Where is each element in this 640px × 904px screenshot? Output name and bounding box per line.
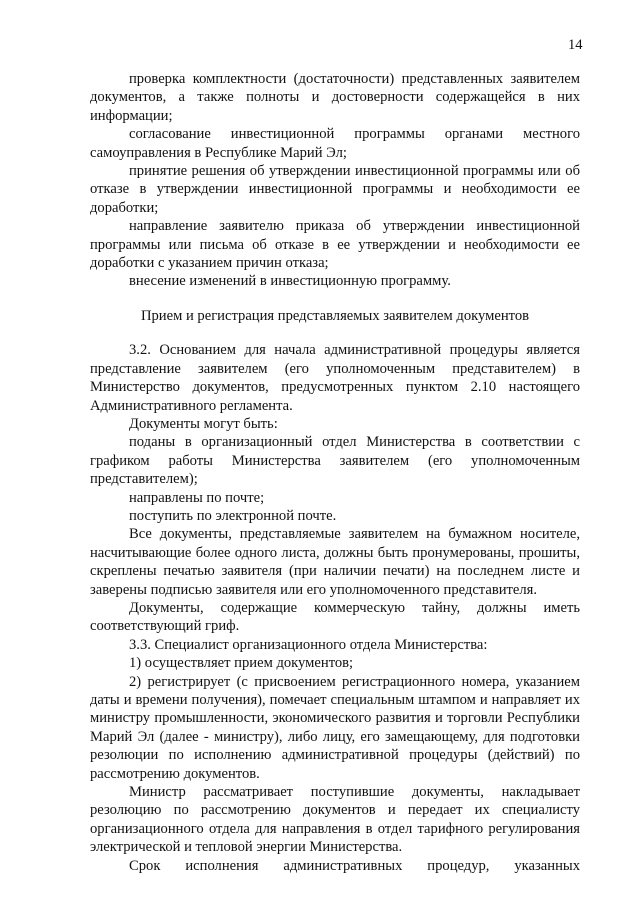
paragraph: направлены по почте; xyxy=(129,489,265,506)
document-body xyxy=(90,70,580,875)
paragraph: поданы в организационный отдел Министерства в соответствии с графиком работы Министерства заявителем (его уполномоченным представителем); xyxy=(90,434,580,488)
paragraph: направление заявителю приказа об утверждении инвестиционной программы или письма об отказе в ее утверждении и необходимости ее доработки с указанием причин отказа; xyxy=(90,218,580,272)
section-heading: Прием и регистрация представляемых заявителем документов xyxy=(140,307,530,324)
paragraph: Документы могут быть: xyxy=(129,415,278,432)
paragraph: принятие решения об утверждении инвестиционной программы или об отказе в утверждении инвестиционной программы и необходимости ее доработки; xyxy=(90,163,580,216)
paragraph: согласование инвестиционной программы органами местного самоуправления в Республике Марий Эл; xyxy=(90,126,580,161)
paragraph: проверка комплектности (достаточности) представленных заявителем документов, а также полноты и достоверности содержащейся в них информации; xyxy=(90,71,580,124)
paragraph-partial: Срок исполнения административных процедур, указанных xyxy=(129,857,580,874)
paragraph: Министр рассматривает поступившие документы, накладывает резолюцию по рассмотрению документов и передает их специалисту организационного отдела для направления в отдел тарифного регулирования электрической и тепловой энергии Министерства. xyxy=(90,784,580,856)
paragraph: 3.2. Основанием для начала административной процедуры является представление заявителем (его уполномоченным представителем) в Министерство документов, предусмотренных пунктом 2.10 настоящего Административного регламента. xyxy=(90,342,580,414)
paragraph: Документы, содержащие коммерческую тайну, должны иметь соответствующий гриф. xyxy=(90,599,580,635)
paragraph: 1) осуществляет прием документов; xyxy=(129,655,354,672)
paragraph: внесение изменений в инвестиционную программу. xyxy=(129,273,451,290)
paragraph: поступить по электронной почте. xyxy=(129,507,337,524)
page-number: 14 xyxy=(568,37,583,53)
paragraph: Все документы, представляемые заявителем на бумажном носителе, насчитывающие более одного листа, должны быть пронумерованы, прошиты, скреплены печатью заявителя (при наличии печати) на последнем листе и заверены подписью заявителя или его уполномоченного представителя. xyxy=(90,526,580,598)
paragraph: 2) регистрирует (с присвоением регистрационного номера, указанием даты и времени получения), помечает специальным штампом и направляет их министру промышленности, экономического развития и торговли Республики Марий Эл (далее - министру), либо лицу, его замещающему, для подготовки резолюции по исполнению административной процедуры (действий) по рассмотрению документов. xyxy=(90,673,580,782)
paragraph: 3.3. Специалист организационного отдела Министерства: xyxy=(129,636,488,653)
